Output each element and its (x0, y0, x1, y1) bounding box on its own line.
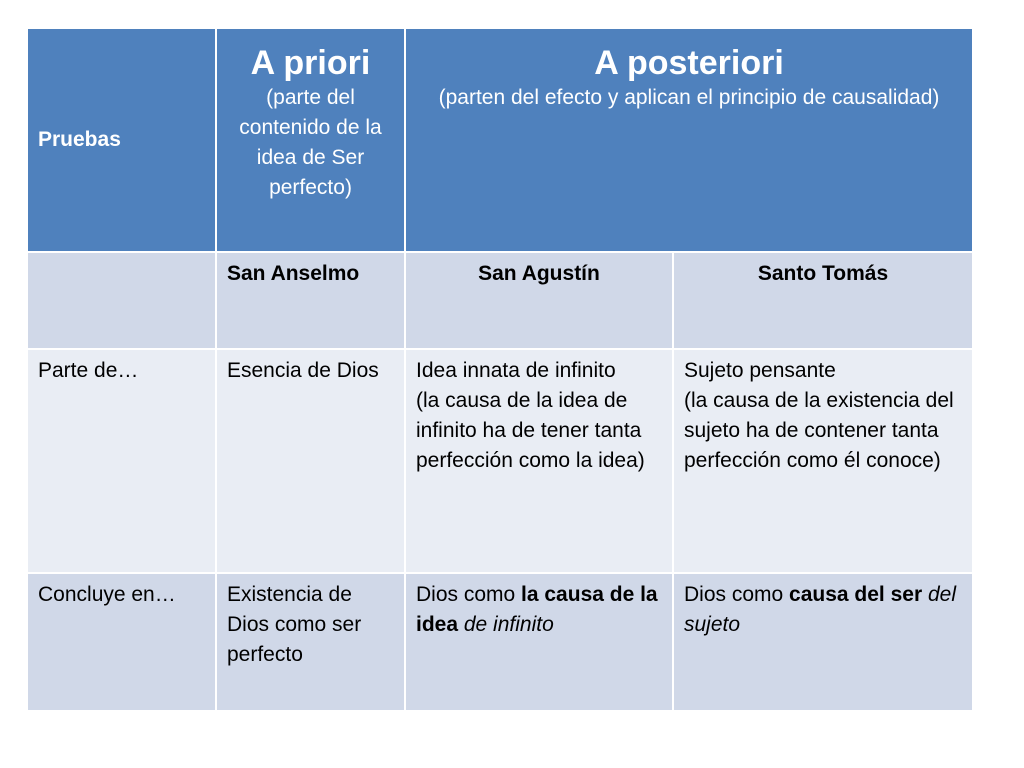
concluye-label: Concluye en… (28, 574, 217, 712)
name-tomas: Santo Tomás (674, 253, 974, 350)
header-pruebas: Pruebas (28, 29, 217, 253)
parte-tomas (674, 350, 974, 574)
parte-anselmo: Esencia de Dios (217, 350, 406, 574)
a-priori-subtitle: (parte del contenido de la idea de Ser perfecto) (239, 86, 382, 199)
header-a-priori (217, 29, 406, 253)
parte-label: Parte de… (28, 350, 217, 574)
proofs-table (28, 29, 974, 712)
concluye-tomas-bold: causa del ser (789, 583, 923, 606)
concluye-agustin-pre: Dios como (416, 583, 522, 606)
concluye-agustin (406, 574, 674, 712)
name-agustin: San Agustín (406, 253, 674, 350)
concluye-tomas-pre: Dios como (684, 583, 790, 606)
concluye-anselmo: Existencia de Dios como ser perfecto (217, 574, 406, 712)
parte-tomas-line1: Sujeto pensante (684, 359, 836, 382)
concluye-agustin-bold: la causa de la idea (416, 583, 658, 636)
parte-agustin (406, 350, 674, 574)
concluye-row (28, 574, 974, 712)
header-row (28, 29, 974, 253)
name-anselmo: San Anselmo (217, 253, 406, 350)
header-a-posteriori (406, 29, 974, 253)
parte-agustin-line1: Idea innata de infinito (416, 359, 616, 382)
concluye-tomas-ital: del sujeto (684, 583, 956, 636)
parte-agustin-line2: (la causa de la idea de infinito ha de tener tanta perfección como la idea) (416, 389, 645, 472)
concluye-tomas (674, 574, 974, 712)
names-empty-cell (28, 253, 217, 350)
parte-tomas-line2: (la causa de la existencia del sujeto ha de contener tanta perfección como él conoce) (684, 389, 954, 472)
names-row (28, 253, 974, 350)
parte-row (28, 350, 974, 574)
a-posteriori-title: A posteriori (594, 44, 784, 82)
a-posteriori-subtitle: (parten del efecto y aplican el principio de causalidad) (438, 86, 940, 109)
a-priori-title: A priori (250, 44, 371, 82)
concluye-agustin-ital: de infinito (458, 613, 554, 636)
